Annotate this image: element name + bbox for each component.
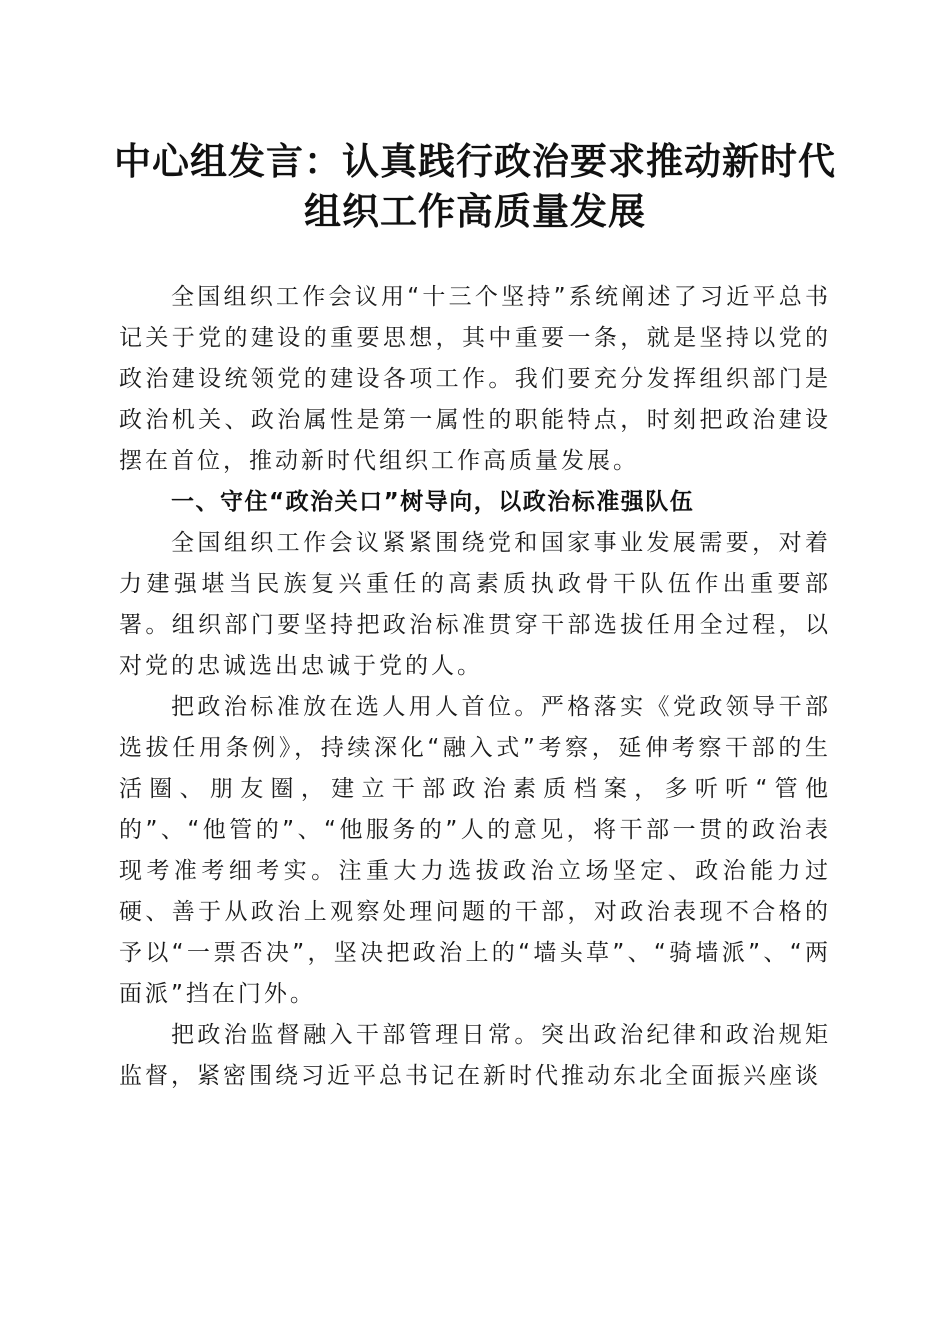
document-body bbox=[119, 277, 831, 1097]
section-1-paragraph-3: 把政治监督融入干部管理日常。突出政治纪律和政治规矩监督，紧密围绕习近平总书记在新时代推动东北全面振兴座谈 bbox=[119, 1022, 831, 1089]
document-title: 中心组发言：认真践行政治要求推动新时代组织工作高质量发展 bbox=[114, 139, 836, 233]
intro-paragraph: 全国组织工作会议用“十三个坚持”系统阐述了习近平总书记关于党的建设的重要思想，其中重要一条，就是坚持以党的政治建设统领党的建设各项工作。我们要充分发挥组织部门是政治机关、政治属性是第一属性的职能特点，时刻把政治建设摆在首位，推动新时代组织工作高质量发展。 bbox=[119, 284, 831, 474]
section-heading-1: 一、守住“政治关口”树导向，以政治标准强队伍 bbox=[171, 489, 695, 515]
section-1-paragraph-1: 全国组织工作会议紧紧围绕党和国家事业发展需要，对着力建强堪当民族复兴重任的高素质执政骨干队伍作出重要部署。组织部门要坚持把政治标准贯穿干部选拔任用全过程，以对党的忠诚选出忠诚于党的人。 bbox=[119, 530, 831, 679]
section-1-paragraph-2: 把政治标准放在选人用人首位。严格落实《党政领导干部选拔任用条例》，持续深化“融入式”考察，延伸考察干部的生活圈、朋友圈，建立干部政治素质档案，多听听“管他的”、“他管的”、“他服务的”人的意见，将干部一贯的政治表现考准考细考实。注重大力选拔政治立场坚定、政治能力过硬、善于从政治上观察处理问题的干部，对政治表现不合格的予以“一票否决”，坚决把政治上的“墙头草”、“骑墙派”、“两面派”挡在门外。 bbox=[119, 694, 831, 1007]
